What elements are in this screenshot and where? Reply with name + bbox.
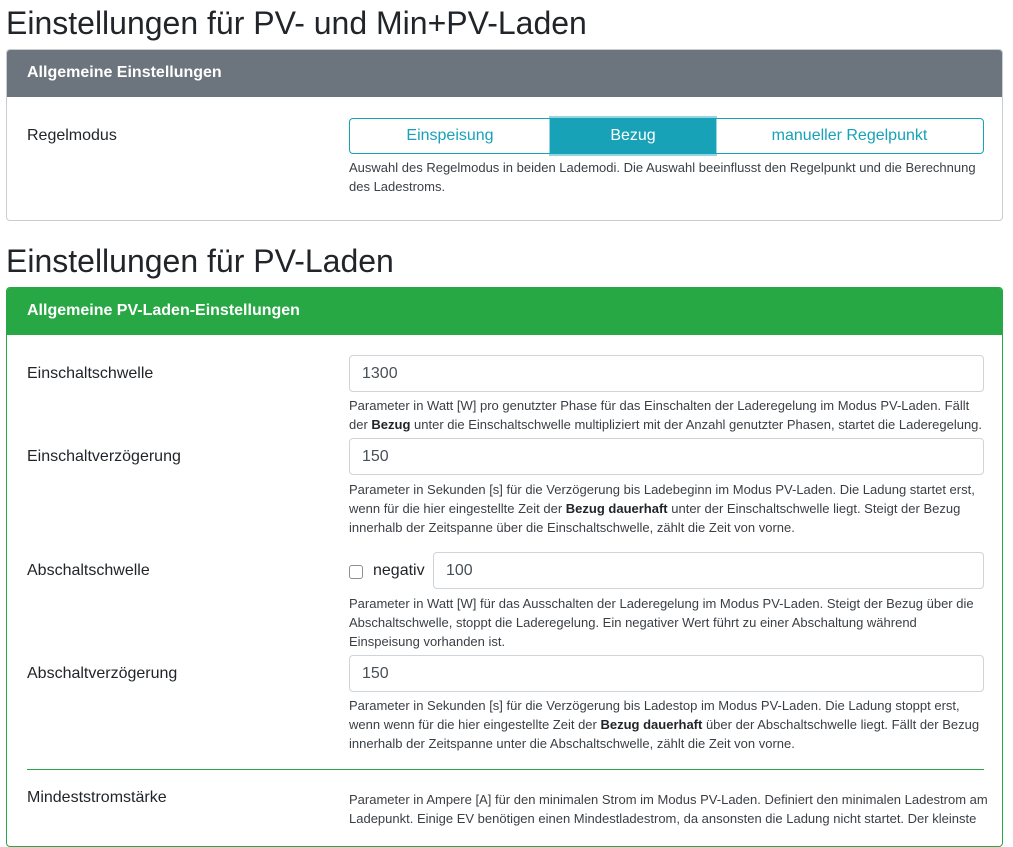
pv-section-title: Einstellungen für PV-Laden	[6, 243, 394, 279]
section-divider	[27, 769, 984, 770]
abschaltschwelle-input[interactable]: 100	[433, 552, 984, 589]
page-title: Einstellungen für PV- und Min+PV-Laden	[6, 5, 587, 41]
abschaltschwelle-label: Abschaltschwelle	[27, 562, 150, 579]
einschaltverzoegerung-label: Einschaltverzögerung	[27, 448, 181, 465]
abschaltverzoegerung-label: Abschaltverzögerung	[27, 665, 178, 682]
einschaltschwelle-input[interactable]: 1300	[349, 355, 984, 392]
mindeststromstaerke-help: Parameter in Ampere [A] für den minimalen Strom im Modus PV-Laden. Definiert den minimalen Ladestrom am Ladepunkt. Einige EV benötigen einen Mindestladestrom, da ansonsten die Ladung nicht startet. Der kleinste	[349, 792, 988, 826]
abschaltverzoegerung-help: Parameter in Sekunden [s] für die Verzögerung bis Ladestop im Modus PV-Laden. Die Ladung stoppt erst, wenn wenn für die hier eingestellte Zeit der Bezug dauerhaft über der Abschaltschwelle liegt. Fällt der Bezug innerhalb der Zeitspanne unter die Abschaltschwelle, zählt die Zeit von vorne.	[349, 698, 980, 751]
abschaltverzoegerung-help-bold: Bezug dauerhaft	[600, 717, 703, 732]
mindeststromstaerke-label: Mindeststromstärke	[27, 789, 167, 806]
regelmodus-label: Regelmodus	[27, 127, 117, 144]
einschaltschwelle-help-bold: Bezug	[371, 417, 411, 432]
regelmodus-bezug-button[interactable]: Bezug	[551, 118, 715, 154]
einschaltschwelle-label: Einschaltschwelle	[27, 365, 154, 382]
abschaltverzoegerung-input[interactable]: 150	[349, 655, 984, 692]
regelmodus-manueller-regelpunkt-button[interactable]: manueller Regelpunkt	[715, 118, 984, 154]
negativ-checkbox[interactable]	[349, 565, 363, 579]
pv-settings-card	[6, 287, 1003, 847]
pv-settings-header: Allgemeine PV-Laden-Einstellungen	[7, 288, 1002, 335]
einschaltverzoegerung-input[interactable]: 150	[349, 438, 984, 475]
einschaltverzoegerung-help-bold: Bezug dauerhaft	[565, 501, 668, 516]
regelmodus-help: Auswahl des Regelmodus in beiden Lademodi. Die Auswahl beeinflusst den Regelpunkt und die Berechnung des Ladestroms.	[349, 160, 976, 194]
regelmodus-einspeisung-button[interactable]: Einspeisung	[349, 118, 551, 154]
negativ-label: negativ	[373, 562, 425, 579]
general-settings-header: Allgemeine Einstellungen	[7, 50, 1002, 97]
abschaltschwelle-help: Parameter in Watt [W] für das Ausschalten der Laderegelung im Modus PV-Laden. Steigt der Bezug über die Abschaltschwelle, stoppt die Laderegelung. Ein negativer Wert führt zu einer Abschaltung während Einspeisung vorhanden ist.	[349, 596, 974, 649]
einschaltschwelle-help: Parameter in Watt [W] pro genutzter Phase für das Einschalten der Laderegelung im Modus PV-Laden. Fällt der Bezug unter die Einschaltschwelle multipliziert mit der Anzahl genutzter Phasen, startet die Laderegelung.	[349, 398, 983, 432]
general-settings-card	[6, 49, 1003, 221]
einschaltverzoegerung-help: Parameter in Sekunden [s] für die Verzögerung bis Ladebeginn im Modus PV-Laden. Die Ladung startet erst, wenn für die hier eingestellte Zeit der Bezug dauerhaft unter der Einschaltschwelle liegt. Steigt der Bezug innerhalb der Zeitspanne über die Einschaltschwelle, zählt die Zeit von vorne.	[349, 482, 975, 535]
regelmodus-button-group	[349, 118, 984, 154]
